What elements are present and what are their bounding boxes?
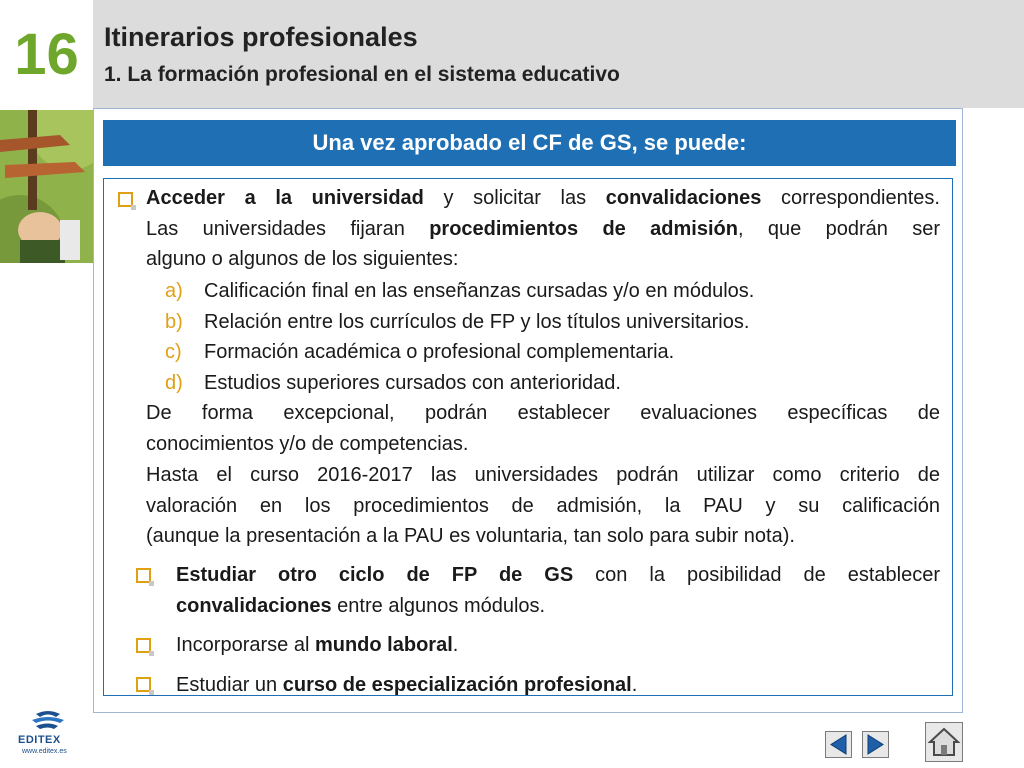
bold-text: convalidaciones — [176, 594, 332, 617]
text: correspondientes. — [761, 187, 940, 209]
chapter-number: 16 — [14, 21, 79, 87]
checkbox-bullet-icon — [136, 568, 151, 583]
logo-url: www.editex.es — [22, 748, 67, 755]
text: , que podrán ser — [737, 217, 940, 240]
header-band — [93, 0, 1024, 108]
subitem-text: Relación entre los currículos de FP y los títulos universitarios. — [204, 311, 750, 333]
page-title: Itinerarios profesionales — [104, 22, 418, 52]
subitem-text: Calificación final en las enseñanzas cursadas y/o en módulos. — [204, 280, 755, 302]
text: De forma excepcional, podrán establecer evaluaciones específicas de — [146, 402, 940, 424]
prev-button[interactable] — [825, 731, 852, 758]
home-button[interactable] — [925, 722, 963, 762]
text: Las universidades fijaran — [146, 217, 430, 240]
subitem-letter: d) — [165, 372, 183, 394]
checkbox-bullet-icon — [136, 677, 151, 692]
logo-text: EDITEX — [18, 734, 61, 746]
page-subtitle: 1. La formación profesional en el sistema educativo — [104, 63, 620, 86]
subitem-text: Estudios superiores cursados con anterioridad. — [204, 372, 621, 394]
text: con la posibilidad de establecer — [573, 564, 940, 586]
text: Estudiar un — [176, 674, 283, 696]
section-banner: Una vez aprobado el CF de GS, se puede: — [103, 120, 956, 166]
next-arrow-icon — [863, 732, 888, 757]
text: valoración en los procedimientos de admisión, la PAU y su calificación — [146, 494, 940, 517]
text: . — [631, 674, 638, 696]
text: alguno o algunos de los siguientes: — [146, 248, 459, 270]
list-item-specialization — [176, 670, 637, 701]
bold-text: convalidaciones — [605, 187, 762, 209]
bold-text: procedimientos de admisión — [429, 217, 738, 240]
text: entre algunos módulos. — [331, 594, 546, 617]
list-item-university — [146, 183, 940, 275]
checkbox-bullet-icon — [136, 638, 151, 653]
text: . — [452, 634, 459, 656]
paragraph-exceptional — [146, 398, 940, 459]
prev-arrow-icon — [826, 732, 851, 757]
bold-text: Acceder a la universidad — [146, 187, 424, 209]
text: conocimientos y/o de competencias. — [146, 432, 469, 455]
subitem-text: Formación académica o profesional complementaria. — [204, 341, 675, 363]
text: Incorporarse al — [176, 634, 315, 656]
list-item-another-cycle — [176, 560, 940, 621]
editex-logo-icon — [18, 710, 74, 734]
signpost-illustration — [0, 110, 93, 263]
subitem-letter: c) — [165, 341, 182, 363]
text: y solicitar las — [423, 187, 606, 209]
paragraph-pau — [146, 460, 940, 552]
text: (aunque la presentación a la PAU es voluntaria, tan solo para subir nota). — [146, 525, 795, 547]
list-item-labor-market — [176, 630, 458, 661]
home-icon — [926, 723, 962, 761]
subitem-letter: a) — [165, 280, 183, 302]
bold-text: Estudiar otro ciclo de FP de GS — [176, 564, 574, 586]
text: Hasta el curso 2016-2017 las universidades podrán utilizar como criterio de — [146, 464, 940, 486]
subitem-letter: b) — [165, 311, 183, 333]
bold-text: mundo laboral — [314, 634, 453, 656]
bold-text: curso de especialización profesional — [282, 674, 632, 696]
next-button[interactable] — [862, 731, 889, 758]
checkbox-bullet-icon — [118, 192, 133, 207]
